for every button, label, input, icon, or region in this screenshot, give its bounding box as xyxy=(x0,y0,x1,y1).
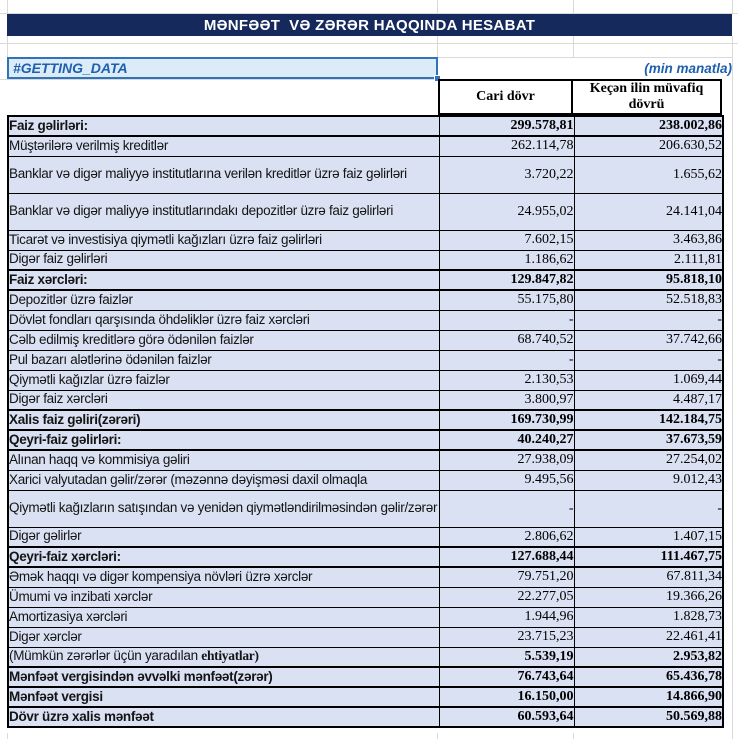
row-label-cell[interactable] xyxy=(8,707,439,727)
row-label: Ümumi və inzibati xərclər xyxy=(9,588,153,604)
column-header-previous[interactable]: Keçən ilin müvafiq dövrü xyxy=(589,80,704,112)
row-label-suffix: ehtiyatlar) xyxy=(201,648,259,664)
current-value-cell[interactable]: 127.688,44 xyxy=(439,547,574,567)
current-value-cell[interactable]: 60.593,64 xyxy=(439,707,574,727)
previous-value-cell[interactable]: 1.655,62 xyxy=(574,156,723,193)
previous-value-cell[interactable]: 24.141,04 xyxy=(574,193,723,230)
current-value-cell[interactable]: 27.938,09 xyxy=(439,450,574,470)
row-label: Digər gəlirlər xyxy=(9,528,82,544)
previous-value-cell[interactable]: - xyxy=(574,490,723,527)
gridline-vertical xyxy=(573,36,574,57)
row-label-cell[interactable] xyxy=(8,527,439,547)
current-value-cell[interactable]: 24.955,02 xyxy=(439,193,574,230)
previous-value-cell[interactable]: 52.518,83 xyxy=(574,290,723,310)
table-row xyxy=(8,647,723,667)
current-value-cell[interactable]: 76.743,64 xyxy=(439,667,574,687)
current-value-cell[interactable]: 55.175,80 xyxy=(439,290,574,310)
table-row xyxy=(8,270,723,290)
current-value-cell[interactable]: 169.730,99 xyxy=(439,410,574,430)
previous-value-cell[interactable]: 238.002,86 xyxy=(574,116,723,136)
row-label: Banklar və digər maliyyə institutlarına verilən kreditlər üzrə faiz gəlirləri xyxy=(9,166,407,182)
row-label-cell[interactable] xyxy=(8,470,439,490)
row-label: Digər faiz gəlirləri xyxy=(9,251,108,267)
row-label-cell[interactable] xyxy=(8,270,439,290)
row-label: Mənfəət vergisindən əvvəlki mənfəət(zərər) xyxy=(9,668,273,684)
previous-value-cell[interactable]: 1.407,15 xyxy=(574,527,723,547)
gridline-horizontal xyxy=(0,79,438,80)
table-row xyxy=(8,136,723,156)
current-value-cell[interactable]: 22.277,05 xyxy=(439,587,574,607)
row-label-cell[interactable] xyxy=(8,567,439,587)
previous-value-cell[interactable]: 19.366,26 xyxy=(574,587,723,607)
table-row xyxy=(8,310,723,330)
table-row xyxy=(8,116,723,136)
row-label: Pul bazarı alətlərinə ödənilən faizlər xyxy=(9,351,212,367)
column-header-row xyxy=(438,79,722,115)
current-value-cell[interactable]: 79.751,20 xyxy=(439,567,574,587)
table-row xyxy=(8,390,723,410)
gridline-horizontal xyxy=(0,43,738,44)
table-row xyxy=(8,527,723,547)
row-label-cell[interactable] xyxy=(8,647,439,667)
gridline-vertical xyxy=(573,0,574,14)
table-row xyxy=(8,370,723,390)
row-label-cell[interactable] xyxy=(8,230,439,250)
current-value-cell[interactable]: 1.944,96 xyxy=(439,607,574,627)
gridline-vertical xyxy=(437,0,438,14)
table-row xyxy=(8,470,723,490)
previous-value-cell[interactable]: 111.467,75 xyxy=(574,547,723,567)
row-label: Əmək haqqı və digər kompensiya növləri üzrə xərclər xyxy=(9,568,313,584)
previous-value-cell[interactable]: 95.818,10 xyxy=(574,270,723,290)
unit-note-text: (min manatla) xyxy=(644,60,732,76)
previous-value-cell[interactable]: 4.487,17 xyxy=(574,390,723,410)
row-label: Qiymətli kağızların satışından və yenidən qiymətləndirilməsindən gəlir/zərər xyxy=(9,500,438,516)
selected-status-cell[interactable] xyxy=(7,57,438,79)
row-label: Xalis faiz gəliri(zərəri) xyxy=(9,411,141,427)
previous-value-cell[interactable]: 2.953,82 xyxy=(574,647,723,667)
current-value-cell[interactable]: 5.539,19 xyxy=(439,647,574,667)
current-value-cell[interactable]: 9.495,56 xyxy=(439,470,574,490)
row-label-cell[interactable] xyxy=(8,330,439,350)
row-label: Dövr üzrə xalis mənfəət xyxy=(9,708,154,724)
previous-value-cell[interactable]: 22.461,41 xyxy=(574,627,723,647)
row-label: Xarici valyutadan gəlir/zərər (məzənnə dəyişməsi daxil olmaqla xyxy=(9,471,368,487)
previous-value-cell[interactable]: 2.111,81 xyxy=(574,250,723,270)
table-row xyxy=(8,350,723,370)
gridline-vertical xyxy=(732,36,733,739)
table-row xyxy=(8,156,723,193)
current-value-cell[interactable]: 129.847,82 xyxy=(439,270,574,290)
table-row xyxy=(8,290,723,310)
row-label: Dövlət fondları qarşısında öhdəliklər üzrə faiz xərcləri xyxy=(9,311,310,327)
table-row xyxy=(8,490,723,527)
unit-note-cell[interactable] xyxy=(573,57,732,79)
row-label-cell[interactable] xyxy=(8,116,439,136)
row-label-cell[interactable] xyxy=(8,547,439,567)
current-value-cell[interactable]: 2.130,53 xyxy=(439,370,574,390)
row-label-cell[interactable] xyxy=(8,687,439,707)
row-label: Digər xərclər xyxy=(9,628,82,644)
previous-value-cell[interactable]: 9.012,43 xyxy=(574,470,723,490)
current-value-cell[interactable]: - xyxy=(439,490,574,527)
row-label-cell[interactable] xyxy=(8,667,439,687)
report-title: MƏNFƏƏT VƏ ZƏRƏR HAQQINDA HESABAT xyxy=(203,16,536,34)
row-label: Faiz gəlirləri: xyxy=(9,117,88,133)
row-label-cell[interactable] xyxy=(8,627,439,647)
row-label: Alınan haqq və kommisiya gəliri xyxy=(9,451,190,467)
previous-value-cell[interactable]: 14.866,90 xyxy=(574,687,723,707)
current-value-cell[interactable]: 2.806,62 xyxy=(439,527,574,547)
current-value-cell[interactable]: 299.578,81 xyxy=(439,116,574,136)
row-label-cell[interactable] xyxy=(8,350,439,370)
row-label-cell[interactable] xyxy=(8,587,439,607)
previous-value-cell[interactable]: - xyxy=(574,350,723,370)
current-value-cell[interactable]: 1.186,62 xyxy=(439,250,574,270)
column-header-current[interactable]: Cari dövr xyxy=(440,81,573,113)
previous-value-cell[interactable]: 142.184,75 xyxy=(574,410,723,430)
row-label-cell[interactable] xyxy=(8,410,439,430)
table-row xyxy=(8,687,723,707)
table-row xyxy=(8,230,723,250)
previous-value-cell[interactable]: 65.436,78 xyxy=(574,667,723,687)
row-label-cell[interactable] xyxy=(8,450,439,470)
current-value-cell[interactable]: - xyxy=(439,350,574,370)
row-label-cell[interactable] xyxy=(8,370,439,390)
row-label-cell[interactable] xyxy=(8,310,439,330)
row-label: Ticarət və investisiya qiymətli kağızları üzrə faiz gəlirləri xyxy=(9,231,322,247)
current-value-cell[interactable]: - xyxy=(439,310,574,330)
table-row xyxy=(8,193,723,230)
previous-value-cell[interactable]: 1.828,73 xyxy=(574,607,723,627)
table-row xyxy=(8,587,723,607)
table-row xyxy=(8,707,723,727)
row-label-cell[interactable] xyxy=(8,136,439,156)
current-value-cell[interactable]: 3.800,97 xyxy=(439,390,574,410)
previous-value-cell[interactable]: 1.069,44 xyxy=(574,370,723,390)
current-value-cell[interactable]: 16.150,00 xyxy=(439,687,574,707)
gridline-vertical xyxy=(7,733,8,739)
previous-value-cell[interactable]: 50.569,88 xyxy=(574,707,723,727)
row-label-cell[interactable] xyxy=(8,490,439,527)
previous-value-cell[interactable]: 37.673,59 xyxy=(574,430,723,450)
row-label-cell[interactable] xyxy=(8,390,439,410)
table-row xyxy=(8,450,723,470)
row-label-cell[interactable] xyxy=(8,156,439,193)
gridline-vertical xyxy=(437,733,438,739)
income-statement-table xyxy=(7,115,722,728)
table-row xyxy=(8,567,723,587)
previous-value-cell[interactable]: 37.742,66 xyxy=(574,330,723,350)
current-value-cell[interactable]: 262.114,78 xyxy=(439,136,574,156)
row-label-cell[interactable] xyxy=(8,250,439,270)
previous-value-cell[interactable]: 3.463,86 xyxy=(574,230,723,250)
row-label: Qiymətli kağızlar üzrə faizlər xyxy=(9,371,170,387)
table-row xyxy=(8,430,723,450)
report-title-cell[interactable] xyxy=(7,14,732,36)
row-label: Amortizasiya xərcləri xyxy=(9,608,128,624)
current-value-cell[interactable]: 68.740,52 xyxy=(439,330,574,350)
table-row xyxy=(8,627,723,647)
table-row xyxy=(8,410,723,430)
row-label: Müştərilərə verilmiş kreditlər xyxy=(9,137,169,153)
row-label: Depozitlər üzrə faizlər xyxy=(9,291,133,307)
row-label: Cəlb edilmiş kreditlərə görə ödənilən faizlər xyxy=(9,331,254,347)
current-value-cell[interactable]: 7.602,15 xyxy=(439,230,574,250)
table-row xyxy=(8,547,723,567)
row-label: Mənfəət vergisi xyxy=(9,688,103,704)
gridline-vertical xyxy=(732,0,733,14)
current-value-cell[interactable]: 3.720,22 xyxy=(439,156,574,193)
row-label: Qeyri-faiz xərcləri: xyxy=(9,548,121,564)
row-label: Digər faiz xərcləri xyxy=(9,391,108,407)
current-value-cell[interactable]: 23.715,23 xyxy=(439,627,574,647)
row-label: Banklar və digər maliyyə institutlarındakı depozitlər üzrə faiz gəlirləri xyxy=(9,203,394,219)
table-row xyxy=(8,667,723,687)
table-row xyxy=(8,330,723,350)
previous-value-cell[interactable]: 67.811,34 xyxy=(574,567,723,587)
previous-value-cell[interactable]: 206.630,52 xyxy=(574,136,723,156)
current-value-cell[interactable]: 40.240,27 xyxy=(439,430,574,450)
getting-data-text: #GETTING_DATA xyxy=(13,60,128,76)
table-row xyxy=(8,607,723,627)
table-row xyxy=(8,250,723,270)
row-label-cell[interactable] xyxy=(8,193,439,230)
row-label: (Mümkün zərərlər üçün yaradılan xyxy=(9,648,202,664)
previous-value-cell[interactable]: - xyxy=(574,310,723,330)
previous-value-cell[interactable]: 27.254,02 xyxy=(574,450,723,470)
row-label-cell[interactable] xyxy=(8,607,439,627)
row-label-cell[interactable] xyxy=(8,430,439,450)
row-label: Faiz xərcləri: xyxy=(9,271,88,287)
row-label-cell[interactable] xyxy=(8,290,439,310)
row-label: Qeyri-faiz gəlirləri: xyxy=(9,431,122,447)
gridline-vertical xyxy=(573,733,574,739)
